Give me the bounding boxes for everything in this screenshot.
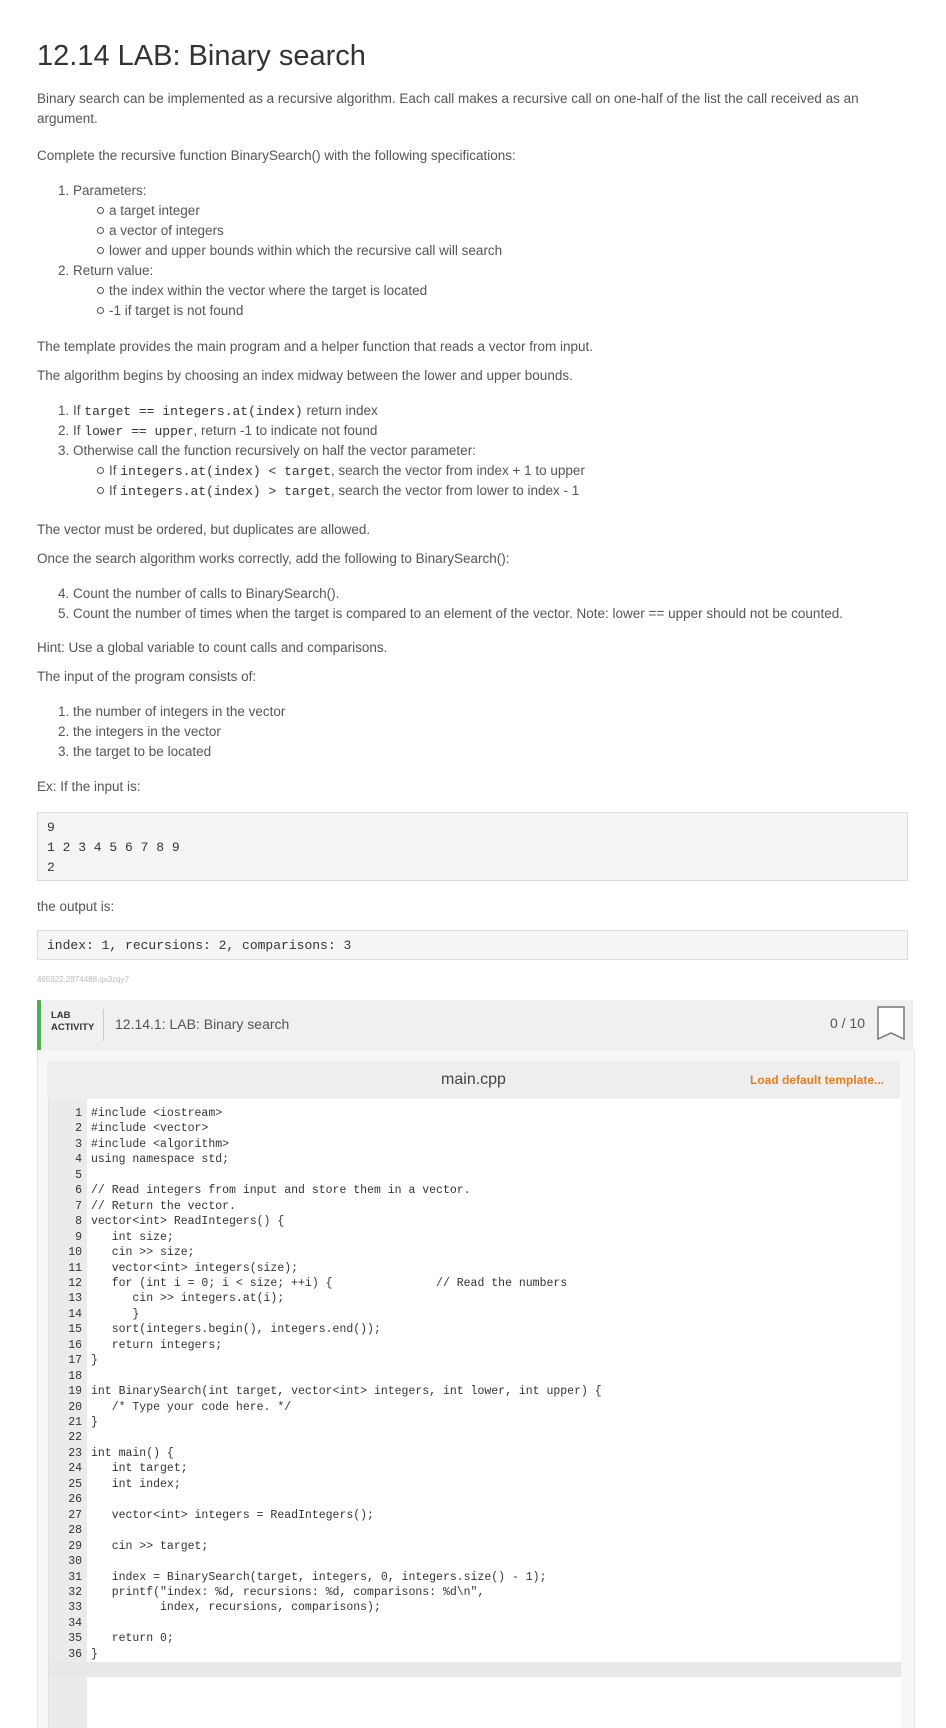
code-line[interactable]: for (int i = 0; i < size; ++i) { // Read the numbers <box>91 1276 568 1290</box>
line-number: 19 <box>68 1385 82 1399</box>
code-line[interactable]: // Return the vector. <box>91 1199 236 1213</box>
line-number: 36 <box>68 1647 82 1661</box>
code-line[interactable]: index, recursions, comparisons); <box>91 1601 381 1615</box>
code-line[interactable]: cin >> target; <box>91 1539 209 1553</box>
line-number: 10 <box>68 1246 82 1260</box>
hint-text: Hint: Use a global variable to count calls and comparisons. <box>37 640 388 655</box>
code-line[interactable]: } <box>91 1647 98 1661</box>
example-output-line: index: 1, recursions: 2, comparisons: 3 <box>47 938 352 953</box>
code-editor[interactable] <box>48 1099 901 1728</box>
input-intro: The input of the program consists of: <box>37 669 257 684</box>
line-number: 17 <box>68 1354 82 1368</box>
code-line[interactable]: vector<int> integers(size); <box>91 1261 299 1275</box>
code-line[interactable]: vector<int> ReadIntegers() { <box>91 1215 285 1229</box>
lab-activity-tag: LAB ACTIVITY <box>51 1010 95 1033</box>
line-number: 9 <box>75 1230 82 1244</box>
code-line[interactable]: index = BinarySearch(target, integers, 0, integers.size() - 1); <box>91 1570 547 1584</box>
example-input-line: 1 2 3 4 5 6 7 8 9 <box>47 840 180 855</box>
example-input-line: 9 <box>47 820 55 835</box>
line-number: 25 <box>68 1477 82 1491</box>
once-note: Once the search algorithm works correctly, add the following to BinarySearch(): <box>37 551 510 566</box>
line-number: 5 <box>75 1168 82 1182</box>
intro-text: Binary search can be implemented as a recursive algorithm. Each call makes a recursive call on one-half of the list the call received as an argument. <box>37 91 859 126</box>
file-name: main.cpp <box>441 1071 506 1088</box>
line-number: 33 <box>68 1601 82 1615</box>
code-line[interactable]: return 0; <box>91 1632 174 1646</box>
line-number: 7 <box>75 1199 82 1213</box>
line-number: 30 <box>68 1555 82 1569</box>
completion-badge-icon <box>877 1006 905 1040</box>
code-line[interactable]: // Read integers from input and store them in a vector. <box>91 1184 471 1198</box>
divider <box>103 1009 104 1041</box>
code-line[interactable]: cin >> size; <box>91 1246 195 1260</box>
line-number-gutter <box>49 1099 87 1728</box>
line-number: 29 <box>68 1539 82 1553</box>
line-number: 35 <box>68 1632 82 1646</box>
code-line[interactable]: using namespace std; <box>91 1153 230 1167</box>
code-line[interactable]: int main() { <box>91 1446 174 1460</box>
line-number: 1 <box>75 1107 82 1120</box>
code-line[interactable]: int size; <box>91 1230 174 1244</box>
line-number: 23 <box>68 1446 82 1460</box>
code-line[interactable]: printf("index: %d, recursions: %d, comparisons: %d\n", <box>91 1585 485 1599</box>
code-line[interactable]: #include <iostream> <box>91 1107 223 1120</box>
line-number: 16 <box>68 1338 82 1352</box>
line-number: 21 <box>68 1416 82 1429</box>
line-number: 15 <box>68 1323 82 1337</box>
line-number: 12 <box>68 1276 82 1290</box>
complete-text: Complete the recursive function BinarySearch() with the following specifications: <box>37 148 516 163</box>
line-number: 4 <box>75 1153 82 1167</box>
code-line[interactable]: sort(integers.begin(), integers.end()); <box>91 1323 381 1337</box>
example-input-line: 2 <box>47 860 55 875</box>
line-number: 20 <box>68 1400 82 1414</box>
lab-score: 0 / 10 <box>829 1015 865 1031</box>
algo-intro: The algorithm begins by choosing an index midway between the lower and upper bounds. <box>37 368 573 383</box>
code-line[interactable]: int index; <box>91 1477 181 1491</box>
active-line-highlight <box>49 1662 901 1677</box>
ordered-note: The vector must be ordered, but duplicates are allowed. <box>37 522 371 537</box>
example-input-block <box>37 812 908 881</box>
code-line[interactable]: #include <algorithm> <box>91 1137 230 1151</box>
code-line[interactable]: } <box>91 1416 98 1429</box>
code-line[interactable]: int target; <box>91 1462 188 1476</box>
code-line[interactable]: int BinarySearch(int target, vector<int> integers, int lower, int upper) { <box>91 1385 602 1399</box>
line-number: 27 <box>68 1508 82 1522</box>
load-default-template-link[interactable]: Load default template... <box>749 1073 884 1087</box>
code-line[interactable]: /* Type your code here. */ <box>91 1400 292 1414</box>
line-number: 34 <box>68 1616 82 1630</box>
line-number: 14 <box>68 1307 82 1321</box>
line-number: 32 <box>68 1585 82 1599</box>
line-number: 24 <box>68 1462 82 1476</box>
line-number: 8 <box>75 1215 82 1229</box>
watermark-id: 465922.2874488.qx3zqy7 <box>37 975 130 984</box>
line-number: 26 <box>68 1493 82 1507</box>
code-line[interactable]: #include <vector> <box>91 1122 209 1136</box>
code-line[interactable]: } <box>91 1307 140 1321</box>
line-number: 11 <box>68 1261 82 1275</box>
line-number: 31 <box>68 1570 82 1584</box>
code-line[interactable]: vector<int> integers = ReadIntegers(); <box>91 1508 374 1522</box>
lab-activity-header <box>37 1000 913 1050</box>
file-tab-bar <box>47 1061 900 1099</box>
line-number: 2 <box>75 1122 82 1136</box>
lab-activity-title: 12.14.1: LAB: Binary search <box>115 1016 290 1032</box>
page-title: 12.14 LAB: Binary search <box>37 40 366 72</box>
line-number: 28 <box>68 1524 82 1538</box>
code-line[interactable]: } <box>91 1354 98 1368</box>
code-line[interactable]: return integers; <box>91 1338 223 1352</box>
line-number: 18 <box>68 1369 82 1383</box>
template-note: The template provides the main program and a helper function that reads a vector from input. <box>37 339 594 354</box>
line-number: 13 <box>68 1292 82 1306</box>
code-line[interactable]: cin >> integers.at(i); <box>91 1292 285 1306</box>
example-output-block <box>37 930 908 960</box>
line-number: 22 <box>68 1431 82 1445</box>
line-number: 6 <box>75 1184 82 1198</box>
line-number: 3 <box>75 1137 82 1151</box>
example-label: Ex: If the input is: <box>37 779 141 794</box>
output-label: the output is: <box>37 899 115 914</box>
